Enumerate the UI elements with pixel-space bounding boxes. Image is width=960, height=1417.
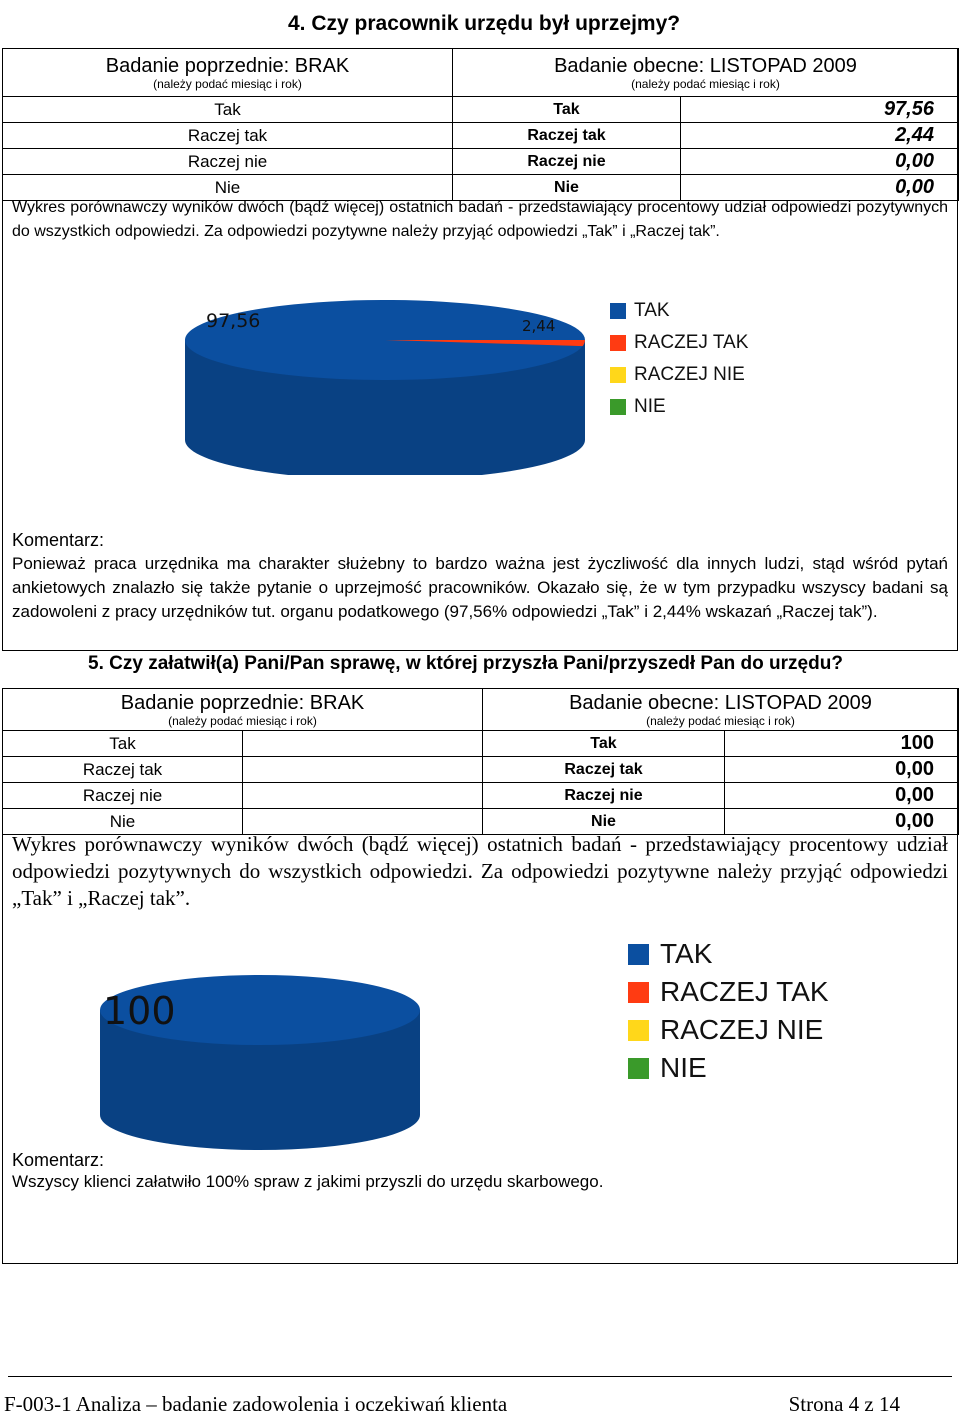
prev-study-header: Badanie poprzednie: BRAK	[105, 54, 350, 77]
prev-value	[243, 731, 483, 757]
curr-label: Nie	[483, 809, 725, 835]
table-row	[3, 149, 959, 175]
curr-label: Raczej tak	[483, 757, 725, 783]
prev-value	[243, 757, 483, 783]
table-row	[3, 123, 959, 149]
curr-header-cell	[483, 689, 959, 731]
prev-label: Raczej nie	[3, 783, 243, 809]
legend-label: RACZEJ NIE	[660, 1014, 824, 1045]
curr-label: Raczej nie	[453, 149, 681, 175]
question-4-title: 4. Czy pracownik urzędu był uprzejmy?	[288, 12, 681, 35]
legend-label: TAK	[660, 938, 713, 969]
curr-study-header: Badanie obecne: LISTOPAD 2009	[569, 691, 872, 714]
table-row	[3, 757, 959, 783]
legend-label: NIE	[634, 396, 666, 417]
prev-label: Raczej nie	[3, 149, 453, 175]
question-5-table	[2, 688, 959, 835]
data-label: 100	[103, 989, 176, 1033]
prev-label: Raczej tak	[3, 123, 453, 149]
prev-value	[243, 783, 483, 809]
data-label: 2,44	[522, 317, 556, 335]
prev-study-sub: (należy podać miesiąc i rok)	[168, 713, 317, 728]
curr-value: 0,00	[725, 757, 959, 783]
legend-swatch	[628, 982, 649, 1003]
curr-value: 2,44	[681, 123, 959, 149]
curr-value: 0,00	[725, 783, 959, 809]
legend-item	[610, 364, 748, 386]
curr-label: Tak	[453, 97, 681, 123]
legend-label: RACZEJ NIE	[634, 364, 745, 385]
legend-item	[628, 938, 829, 970]
footer-document-id: F-003-1 Analiza – badanie zadowolenia i oczekiwań klienta	[4, 1392, 508, 1416]
legend-swatch	[610, 367, 626, 383]
curr-label: Tak	[483, 731, 725, 757]
pie-chart-q4	[170, 285, 590, 475]
question-4-comment: Ponieważ praca urzędnika ma charakter służebny to bardzo ważna jest życzliwość dla innych ludzi, stąd wśród pytań ankietowych znalazło się także pytanie o uprzejmość pracowników. Okazało się, że w tym przypadku wszyscy badani są zadowoleni z pracy urzędników tut. organu podatkowego (97,56% odpowiedzi „Tak” i 2,44% wskazań „Raczej tak”).	[12, 554, 948, 621]
prev-study-header: Badanie poprzednie: BRAK	[120, 691, 365, 714]
legend-swatch	[628, 1020, 649, 1041]
legend-label: RACZEJ TAK	[660, 976, 829, 1007]
legend-label: TAK	[634, 300, 670, 321]
legend-label: NIE	[660, 1052, 707, 1083]
legend-item	[628, 1014, 829, 1046]
table-row	[3, 97, 959, 123]
curr-header-cell	[453, 49, 959, 97]
table-row	[3, 783, 959, 809]
legend-swatch	[610, 335, 626, 351]
prev-label: Nie	[3, 175, 453, 201]
curr-value: 0,00	[725, 809, 959, 835]
legend-item	[610, 300, 748, 322]
legend-item	[628, 1052, 829, 1084]
prev-label: Nie	[3, 809, 243, 835]
curr-study-header: Badanie obecne: LISTOPAD 2009	[554, 54, 857, 77]
question-5-comment-label: Komentarz:	[12, 1150, 105, 1170]
data-label: 97,56	[206, 310, 261, 332]
legend-swatch	[610, 303, 626, 319]
legend-swatch	[628, 944, 649, 965]
prev-label: Raczej tak	[3, 757, 243, 783]
question-5-comment: Wszyscy klienci załatwiło 100% spraw z jakimi przyszli do urzędu skarbowego.	[12, 1172, 604, 1191]
chart-legend-q4	[610, 300, 748, 428]
curr-study-sub: (należy podać miesiąc i rok)	[631, 76, 780, 91]
curr-label: Raczej nie	[483, 783, 725, 809]
curr-value: 97,56	[681, 97, 959, 123]
legend-item	[610, 396, 748, 418]
table-row	[3, 731, 959, 757]
curr-value: 0,00	[681, 149, 959, 175]
curr-value: 100	[725, 731, 959, 757]
legend-item	[628, 976, 829, 1008]
pie-chart-q5	[95, 960, 425, 1150]
curr-label: Raczej tak	[453, 123, 681, 149]
footer-page-number: Strona 4 z 14	[788, 1392, 900, 1416]
question-4-description: Wykres porównawczy wyników dwóch (bądź więcej) ostatnich badań - przedstawiający procentowy udział odpowiedzi pozytywnych do wszystkich odpowiedzi. Za odpowiedzi pozytywne należy przyjąć odpowiedzi „Tak” i „Raczej tak”.	[12, 199, 948, 240]
question-4-comment-label: Komentarz:	[12, 530, 105, 550]
question-5-title: 5. Czy załatwił(a) Pani/Pan sprawę, w której przyszła Pani/przyszedł Pan do urzędu?	[88, 653, 843, 674]
question-5-description: Wykres porównawczy wyników dwóch (bądź więcej) ostatnich badań - przedstawiający procentowy udział odpowiedzi pozytywnych do wszystkich odpowiedzi. Za odpowiedzi pozytywne należy przyjąć odpowiedzi „Tak” i „Raczej tak”.	[12, 832, 948, 910]
footer-divider	[8, 1376, 952, 1377]
legend-item	[610, 332, 748, 354]
chart-legend-q5	[628, 938, 829, 1090]
prev-header-cell	[3, 49, 453, 97]
curr-label: Nie	[453, 175, 681, 201]
prev-study-sub: (należy podać miesiąc i rok)	[153, 76, 302, 91]
legend-swatch	[628, 1058, 649, 1079]
prev-label: Tak	[3, 97, 453, 123]
legend-label: RACZEJ TAK	[634, 332, 749, 353]
legend-swatch	[610, 399, 626, 415]
curr-value: 0,00	[681, 175, 959, 201]
prev-header-cell	[3, 689, 483, 731]
curr-study-sub: (należy podać miesiąc i rok)	[646, 713, 795, 728]
question-4-table	[2, 48, 959, 201]
prev-label: Tak	[3, 731, 243, 757]
